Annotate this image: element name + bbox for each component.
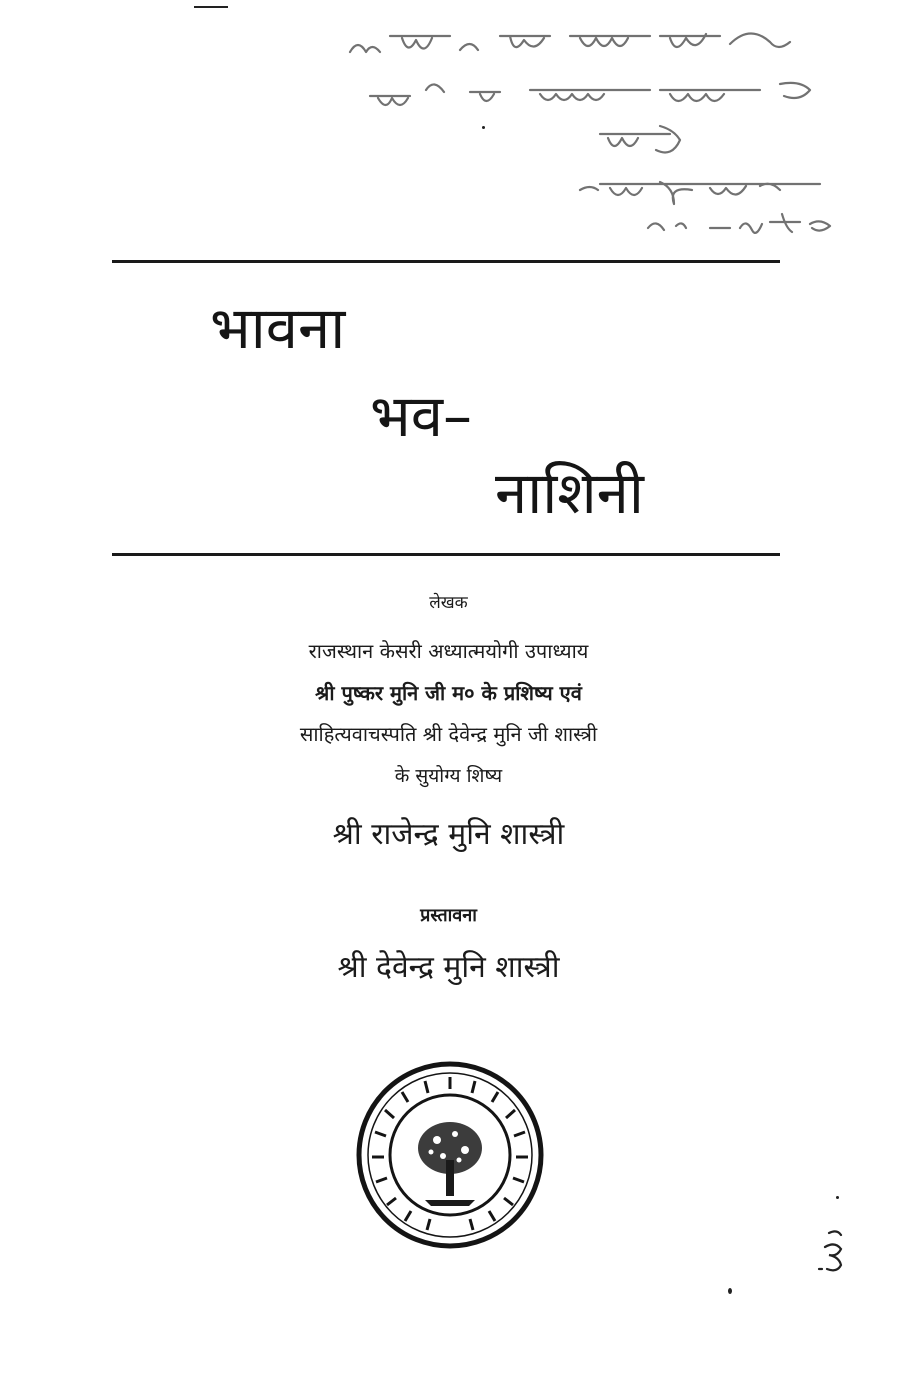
- preface-author-name: श्री देवेन्द्र मुनि शास्त्री: [337, 950, 560, 985]
- top-divider: [112, 260, 780, 263]
- bottom-divider: [112, 553, 780, 556]
- title-line-3: नाशिनी: [495, 459, 644, 527]
- author-credit-line-1: राजस्थान केसरी अध्यात्मयोगी उपाध्याय: [308, 639, 589, 663]
- ink-speck: [836, 1196, 839, 1199]
- ink-speck: [728, 1288, 732, 1294]
- publisher-seal-icon: [355, 1060, 545, 1250]
- author-credit-line-2: श्री पुष्कर मुनि जी म० के प्रशिष्य एवं: [315, 681, 582, 705]
- title-line-1: भावना: [210, 294, 346, 362]
- author-credit-line-3: साहित्यवाचस्पति श्री देवेन्द्र मुनि जी शास्त्री: [299, 722, 598, 746]
- author-credit-line-4: के सुयोग्य शिष्य: [394, 765, 503, 787]
- preface-label: प्रस्तावना: [420, 905, 477, 926]
- author-label: लेखक: [429, 593, 468, 613]
- author-name: श्री राजेन्द्र मुनि शास्त्री: [332, 817, 565, 852]
- margin-scribble-icon: [815, 1225, 855, 1285]
- title-line-2: भव–: [370, 382, 473, 450]
- handwritten-inscription-icon: [330, 14, 850, 254]
- top-margin-mark: [194, 6, 228, 8]
